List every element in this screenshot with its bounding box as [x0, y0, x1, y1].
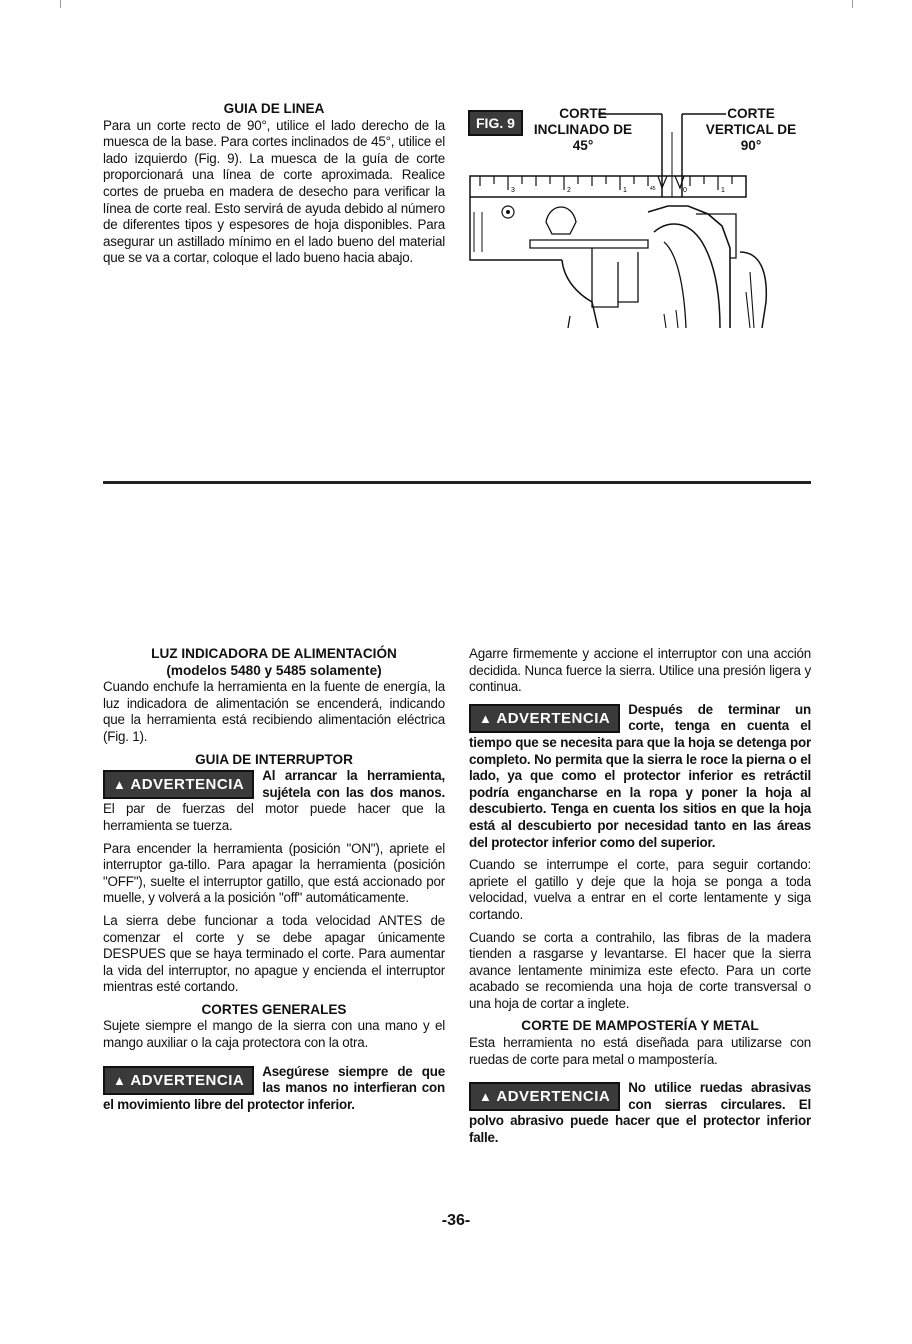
warning-triangle-icon: ▲	[113, 1072, 127, 1088]
switch-heading: GUIA DE INTERRUPTOR	[195, 751, 353, 767]
warning-triangle-icon: ▲	[479, 710, 493, 726]
power-light-subheading: (modelos 5480 y 5485 solamente)	[166, 662, 382, 678]
line-guide-body: Para un corte recto de 90°, utilice el lado derecho de la muesca de la base. Para cortes inclinados de 45°, utilice el lado izquierdo (Fig. 9). La muesca de la guía de corte proporcionará una línea de corte aproximada. Realice cortes de prueba en madera de desecho para verificar la línea de corte real. Esto servirá de ayuda debido al número de diferentes tipos y espesores de hoja disponibles. Para asegurar un astillado mínimo en el lado bueno del material que se va a cortar, coloque el lado bueno hacia abajo.	[103, 117, 445, 266]
crop-mark-left	[60, 0, 61, 8]
scale-label: 3	[511, 187, 515, 194]
power-light-body: Cuando enchufe la herramienta en la fuente de energía, la luz indicadora de alimentación se encenderá, indicando que la herramienta está recibiendo alimentación eléctrica (Fig. 1).	[103, 679, 445, 744]
scale-label: 1	[623, 187, 627, 194]
warning-text: Asegúrese siempre de que las manos no interfieran con el movimiento libre del protector inferior.	[103, 1063, 445, 1112]
warning-text: Al arrancar la herramienta, sujétela con las dos manos.	[262, 768, 445, 800]
bevel-cut-label	[528, 106, 638, 154]
general-cuts-heading: CORTES GENERALES	[201, 1001, 347, 1017]
general-cuts-body: Sujete siempre el mango de la sierra con una mano y el mango auxiliar o la caja protectora con la otra.	[103, 1018, 445, 1051]
vertical-cut-label-line: 90°	[740, 138, 762, 153]
resume-cut-body: Cuando se interrumpe el corte, para seguir cortando: apriete el gatillo y deje que la hoja se ponga a toda velocidad, vuelva a entrar en el corte lentamente y siga cortando.	[469, 857, 811, 922]
warning-badge	[469, 704, 620, 733]
warning-abrasive	[469, 1080, 811, 1146]
power-light-heading: LUZ INDICADORA DE ALIMENTACIÓN	[151, 646, 397, 661]
line-guide-section	[103, 101, 445, 273]
switch-body-2: La sierra debe funcionar a toda velocidad ANTES de comenzar el corte y se debe apagar únicamente DESPUES que se haya terminado el corte. Para aumentar la vida del interruptor, no apague y encienda el interruptor mientras esté cortando.	[103, 912, 445, 995]
warning-text-rest: El par de fuerzas del motor puede hacer que la herramienta se tuerza.	[103, 801, 445, 833]
scale-label: 45	[650, 186, 656, 192]
masonry-metal-heading: CORTE DE MAMPOSTERÍA Y METAL	[521, 1018, 759, 1034]
warning-text: Después de terminar un corte, tenga en cuenta el tiempo que se necesita para que la hoja se detenga por completo. No permita que la sierra le roce la pierna o el lado, ya que como el protector inferior es retráctil podría engancharse en la ropa y poner la hoja al descubierto. Tenga en cuenta los sitios en que la hoja está al descubierto por necesidad tanto en las áreas del protector inferior como del superior.	[469, 701, 811, 850]
scale-label: 1	[721, 187, 725, 194]
warning-triangle-icon: ▲	[113, 777, 127, 793]
warning-badge-text: ADVERTENCIA	[496, 1088, 611, 1106]
warning-badge	[469, 1082, 620, 1111]
warning-guard	[103, 1064, 445, 1114]
warning-blade-stop	[469, 702, 811, 851]
vertical-cut-label	[696, 106, 806, 154]
vertical-cut-label-line: CORTE	[727, 106, 775, 121]
warning-switch	[103, 768, 445, 834]
warning-triangle-icon: ▲	[479, 1089, 493, 1105]
grip-body: Agarre firmemente y accione el interruptor con una acción decidida. Nunca fuerce la sierra. Utilice una presión ligera y continua.	[469, 646, 811, 695]
warning-badge-text: ADVERTENCIA	[130, 1071, 245, 1089]
page-number: -36-	[441, 1212, 471, 1229]
crop-mark-right	[852, 0, 853, 8]
warning-badge	[103, 770, 254, 799]
bevel-cut-label-line: 45°	[572, 138, 594, 153]
vertical-cut-label-line: VERTICAL DE	[705, 122, 797, 137]
figure-9	[468, 102, 812, 328]
warning-text: No utilice ruedas abrasivas con sierras circulares. El polvo abrasivo puede hacer que el protector inferior falle.	[469, 1080, 811, 1146]
scale-label: 2	[567, 187, 571, 194]
line-guide-heading: GUIA DE LINEA	[223, 101, 325, 116]
warning-badge-text: ADVERTENCIA	[130, 776, 245, 794]
section-divider	[103, 481, 811, 484]
masonry-metal-body: Esta herramienta no está diseñada para utilizarse con ruedas de corte para metal o mampostería.	[469, 1035, 811, 1067]
bevel-cut-label-line: CORTE	[559, 106, 607, 121]
switch-body-1: Para encender la herramienta (posición "ON"), apriete el interruptor ga-tillo. Para apagar la herramienta (posición "OFF"), suelte el interruptor gatillo, que está accionado por muelle, y volverá a la posición "off" automáticamente.	[103, 840, 445, 906]
bevel-cut-label-line: INCLINADO DE	[533, 122, 633, 137]
right-column	[469, 646, 811, 1153]
figure-badge: FIG. 9	[468, 110, 523, 136]
warning-badge-text: ADVERTENCIA	[496, 709, 611, 727]
warning-badge	[103, 1066, 254, 1095]
cross-grain-body: Cuando se corta a contrahilo, las fibras de la madera tienden a rasgarse y levantarse. El hacer que la sierra avance lentamente minimiza este efecto. Para un corte acabado se recomienda una hoja de corte transversal o una hoja de cortar a inglete.	[469, 929, 811, 1011]
left-column	[103, 646, 445, 1119]
scale-label: 0	[683, 187, 687, 194]
